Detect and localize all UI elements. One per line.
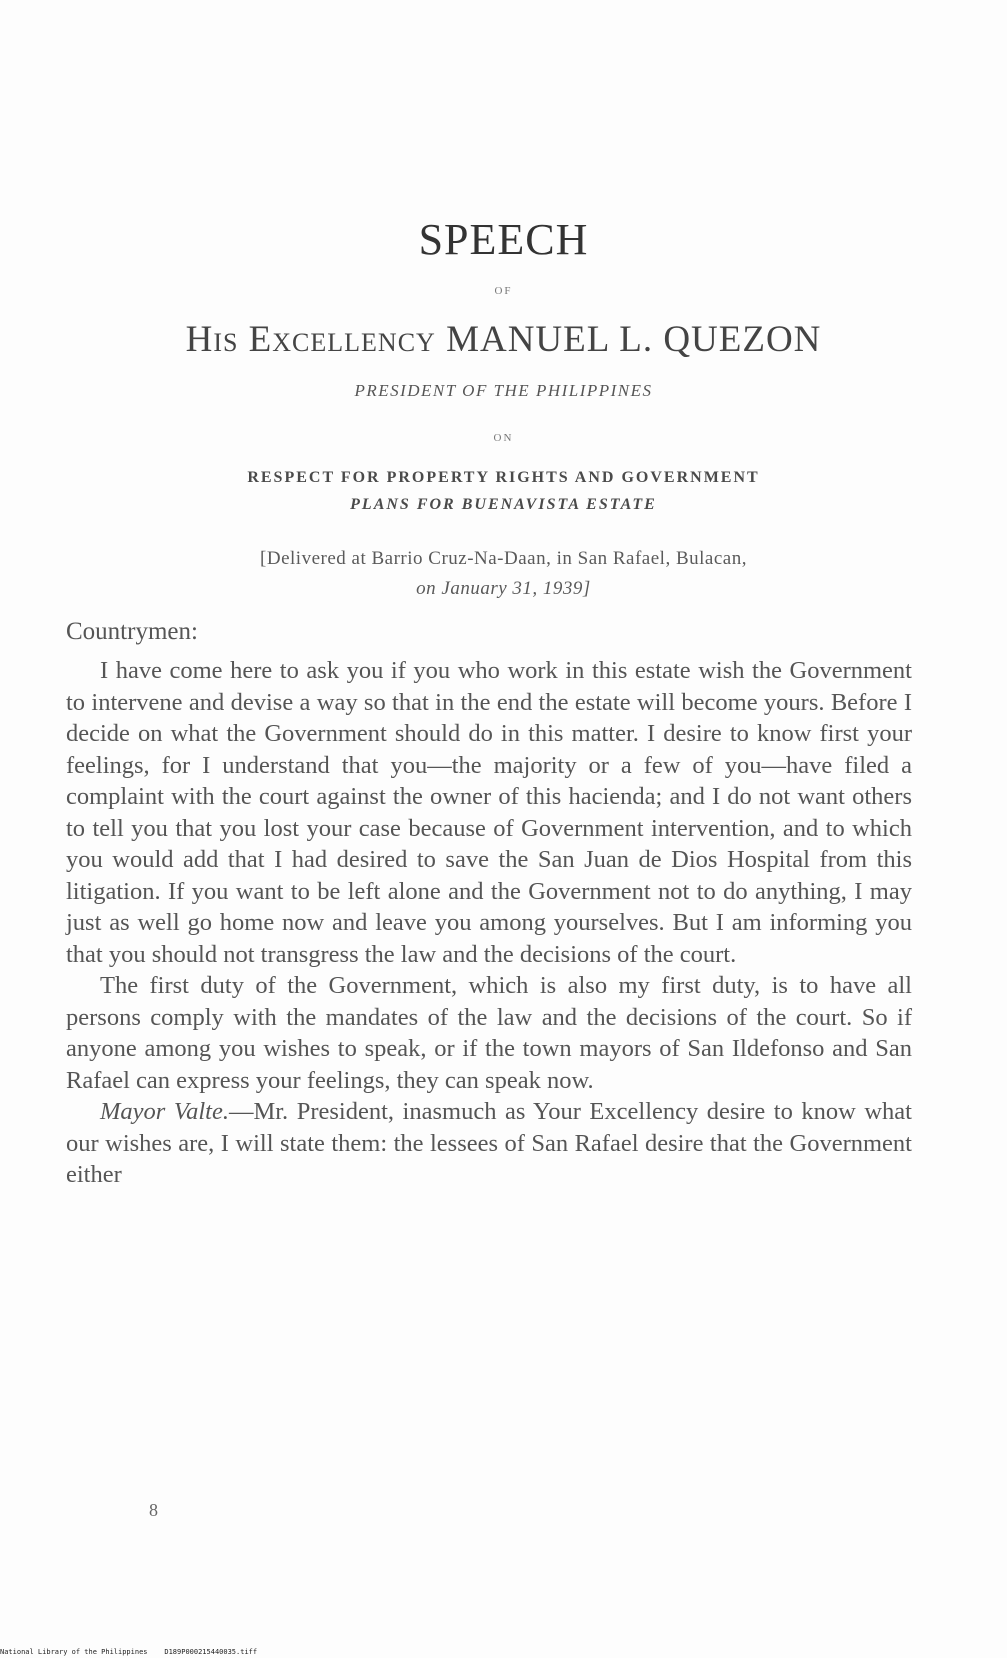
speaker-line — [0, 318, 1007, 361]
page-number: 8 — [149, 1500, 158, 1520]
paragraph: I have come here to ask you if you who work in this estate wish the Government to intervene and devise a way so that in the end the estate will become yours. Before I decide on what the Government should do in this matter. I desire to know first your feelings, for I understand that you—the majority or a few of you—have filed a complaint with the court against the owner of this hacienda; and I do not want others to tell you that you lost your case because of Government intervention, and to which you would add that I had desired to save the San Juan de Dios Hospital from this litigation. If you want to be left alone and the Government not to do anything, I may just as well go home now and leave you among yourselves. But I am informing you that you should not transgress the law and the decisions of the court. — [66, 657, 912, 968]
speech-subject — [60, 464, 947, 518]
delivery-line-2: on January 31, 1939] — [416, 578, 591, 599]
on-word: ON — [493, 432, 514, 444]
speaker-prefix: His Excellency — [185, 319, 436, 360]
salutation: Countrymen: — [66, 618, 198, 645]
subject-line-1: RESPECT FOR PROPERTY RIGHTS AND GOVERNMENT — [247, 469, 760, 486]
interlocutor-name: Mayor Valte. — [100, 1098, 229, 1125]
speech-body — [66, 655, 912, 1191]
paragraph: The first duty of the Government, which is also my first duty, is to have all persons comply with the mandates of the law and the decisions of the court. So if anyone among you wishes to speak, or if the town mayors of San Ildefonso and San Rafael can express your feelings, they can speak now. — [66, 972, 912, 1094]
delivery-note — [60, 544, 947, 604]
speech-title: SPEECH — [418, 215, 589, 264]
footer-file-id: D189P000215440035.tiff — [164, 1648, 258, 1656]
of-word: OF — [494, 285, 513, 297]
paragraph — [66, 1096, 912, 1191]
footer-source: National Library of the Philippines — [0, 1648, 148, 1656]
speaker-role: PRESIDENT OF THE PHILIPPINES — [354, 381, 653, 400]
interlocutor-text: —Mr. President, inasmuch as Your Excellency desire to know what our wishes are, I will state them: the lessees of San Rafael desire that the Government either — [66, 1098, 912, 1188]
subject-line-2: PLANS FOR BUENAVISTA ESTATE — [350, 496, 657, 513]
delivery-line-1: [Delivered at Barrio Cruz-Na-Daan, in San Rafael, Bulacan, — [260, 548, 747, 569]
speaker-name: MANUEL L. QUEZON — [446, 319, 822, 360]
scan-footer — [0, 1648, 1007, 1656]
